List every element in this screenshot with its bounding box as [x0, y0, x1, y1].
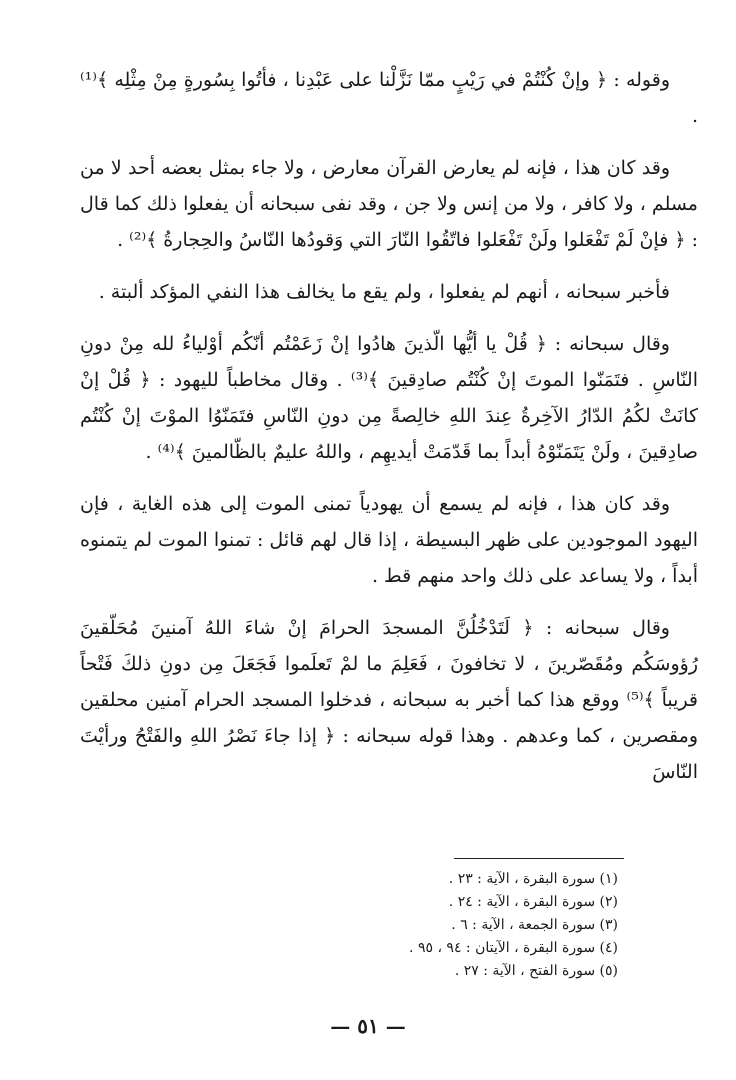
- paragraph-5: وقد كان هذا ، فإنه لم يسمع أن يهودياً تمنى الموت إلى هذه الغاية ، فإن اليهود الموجودين على ظهر البسيطة ، إذا قال لهم قائل : تمنوا الموت لم يتمنوه أبداً ، ولا يساعد على ذلك واحد منهم قط .: [80, 493, 698, 587]
- paragraph-1: وقوله : ﴿ وإنْ كُنْتُمْ في رَيْبٍ ممّا نَزَّلْنا على عَبْدِنا ، فأتُوا بِسُورةٍ مِنْ مِثْلِه ﴾⁽¹⁾ .: [80, 69, 698, 127]
- page-body: [80, 62, 698, 806]
- paragraph-2: وقد كان هذا ، فإنه لم يعارض القرآن معارض ، ولا جاء بمثل بعضه أحد لا من مسلم ، ولا كافر ، ولا من إنس ولا جن ، وقد نفى سبحانه أن يفعلوا ذلك كما قال : ﴿ فإنْ لَمْ تَفْعَلوا ولَنْ تَفْعَلوا فاتّقُوا النّارَ التي وَقودُها النّاسُ والحِجارةُ ﴾⁽²⁾ .: [80, 157, 698, 251]
- footnotes: [318, 868, 618, 983]
- footnote-divider: [454, 858, 624, 859]
- footnote-1: (١) سورة البقرة ، الآية : ٢٣ .: [448, 871, 618, 887]
- footnote-3: (٣) سورة الجمعة ، الآية : ٦ .: [451, 917, 618, 933]
- footnote-5: (٥) سورة الفتح ، الآية : ٢٧ .: [454, 963, 618, 979]
- footnote-4: (٤) سورة البقرة ، الآيتان : ٩٤ ، ٩٥ .: [409, 940, 618, 956]
- page-number: — ٥١ —: [330, 1014, 406, 1038]
- paragraph-4: وقال سبحانه : ﴿ قُلْ يا أيُّها الّذينَ هادُوا إنْ زَعَمْتُم أنّكُم أوْلياءُ لله مِنْ دونِ النّاسِ . فتَمَنّوا الموتَ إنْ كُنْتُم صادِقينَ ﴾⁽³⁾ . وقال مخاطباً لليهود : ﴿ قُلْ إنْ كانَتْ لكُمُ الدّارُ الآخِرةُ عِندَ اللهِ خالِصةً مِن دونِ النّاسِ فتَمَنّوُا الموْتَ إنْ كُنْتُم صادِقينَ ، ولَنْ يَتَمَنّوْهُ أبداً بما قَدّمَتْ أيديهِم ، واللهُ عليمٌ بالظّالمينَ ﴾⁽⁴⁾ .: [80, 333, 698, 463]
- footnote-2: (٢) سورة البقرة ، الآية : ٢٤ .: [448, 894, 618, 910]
- paragraph-6: وقال سبحانه : ﴿ لَتَدْخُلُنَّ المسجدَ الحرامَ إنْ شاءَ اللهُ آمنينَ مُحَلّقينَ رُؤوسَكُم ومُقَصّرينَ ، لا تخافونَ ، فَعَلِمَ ما لمْ تَعلَموا فَجَعَلَ مِن دونِ ذلكَ فَتْحاً قريباً ﴾⁽⁵⁾ ووقع هذا كما أخبر به سبحانه ، فدخلوا المسجد الحرام آمنين محلقين ومقصرين ، كما وعدهم . وهذا قوله سبحانه : ﴿ إذا جاءَ نَصْرُ اللهِ والفَتْحُ ورأيْتَ النّاسَ: [80, 617, 699, 783]
- paragraph-3: فأخبر سبحانه ، أنهم لم يفعلوا ، ولم يقع ما يخالف هذا النفي المؤكد ألبتة .: [98, 281, 670, 303]
